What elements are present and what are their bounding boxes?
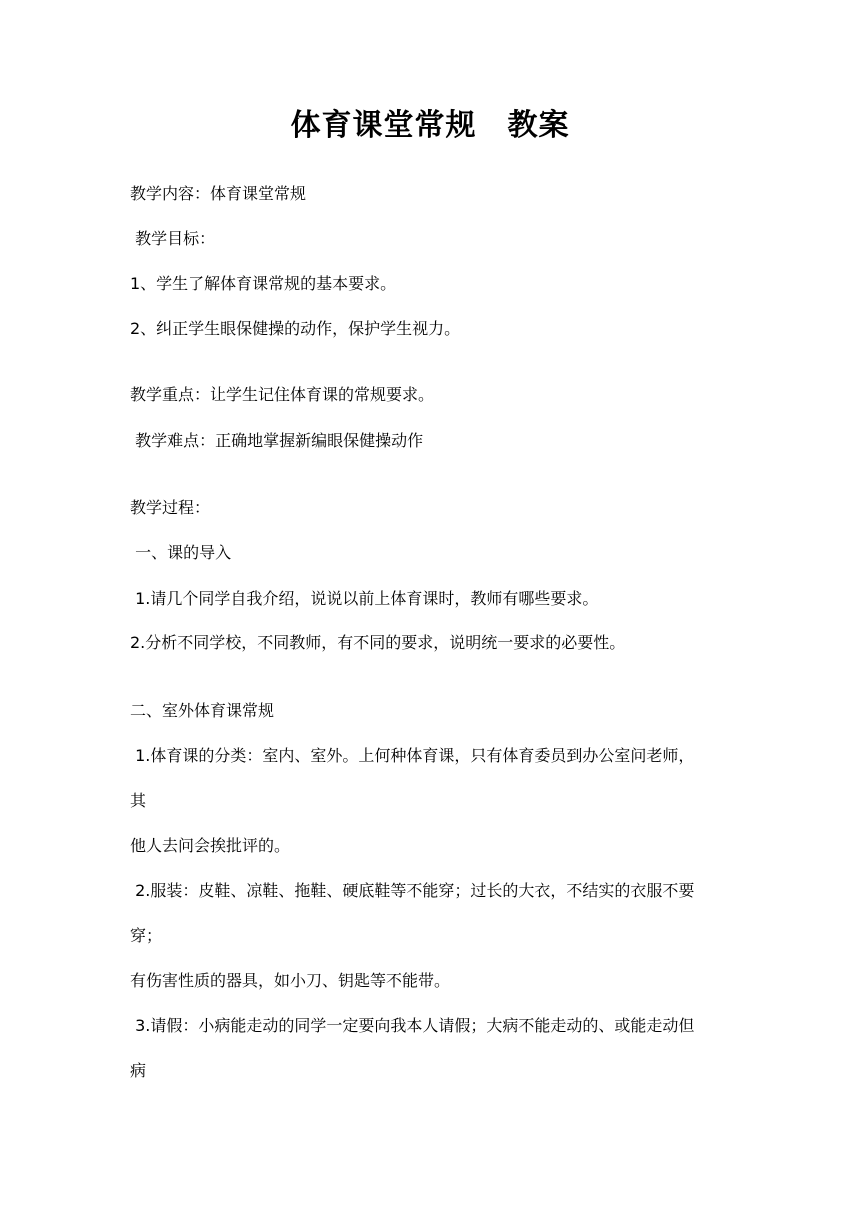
- text-line-difficulties: 教学难点：正确地掌握新编眼保健操动作: [130, 431, 424, 450]
- text-line-objective-1: 1、学生了解体育课常规的基本要求。: [130, 274, 397, 293]
- text-line-outdoor-item-1-cont2: 他人去问会挨批评的。: [130, 836, 291, 855]
- text-line-intro-item-1: 1.请几个同学自我介绍，说说以前上体育课时，教师有哪些要求。: [130, 589, 599, 608]
- text-line-outdoor-item-2-cont2: 有伤害性质的器具，如小刀、钥匙等不能带。: [130, 971, 451, 990]
- text-line-process: 教学过程：: [130, 498, 211, 517]
- text-line-outdoor-item-1-cont: 其: [130, 791, 147, 810]
- text-line-intro-item-2: 2.分析不同学校，不同教师，有不同的要求，说明统一要求的必要性。: [130, 633, 626, 652]
- text-line-teaching-content: 教学内容：体育课堂常规: [130, 184, 307, 203]
- text-line-key-points: 教学重点：让学生记住体育课的常规要求。: [130, 385, 435, 404]
- text-line-outdoor-item-2: 2.服装：皮鞋、凉鞋、拖鞋、硬底鞋等不能穿；过长的大衣，不结实的衣服不要: [130, 881, 695, 900]
- text-line-teaching-objectives: 教学目标：: [130, 229, 216, 248]
- section-heading-introduction: 一、课的导入: [130, 543, 232, 562]
- text-line-outdoor-item-3-cont: 病: [130, 1061, 147, 1080]
- text-line-objective-2: 2、纠正学生眼保健操的动作，保护学生视力。: [130, 319, 461, 338]
- text-line-outdoor-item-3: 3.请假：小病能走动的同学一定要向我本人请假；大病不能走动的、或能走动但: [130, 1016, 695, 1035]
- section-heading-outdoor-routine: 二、室外体育课常规: [130, 701, 275, 720]
- document-title: 体育课堂常规 教案: [290, 108, 570, 143]
- text-line-outdoor-item-1: 1.体育课的分类：室内、室外。上何种体育课，只有体育委员到办公室问老师，: [130, 746, 695, 765]
- text-line-outdoor-item-2-cont: 穿；: [130, 926, 163, 945]
